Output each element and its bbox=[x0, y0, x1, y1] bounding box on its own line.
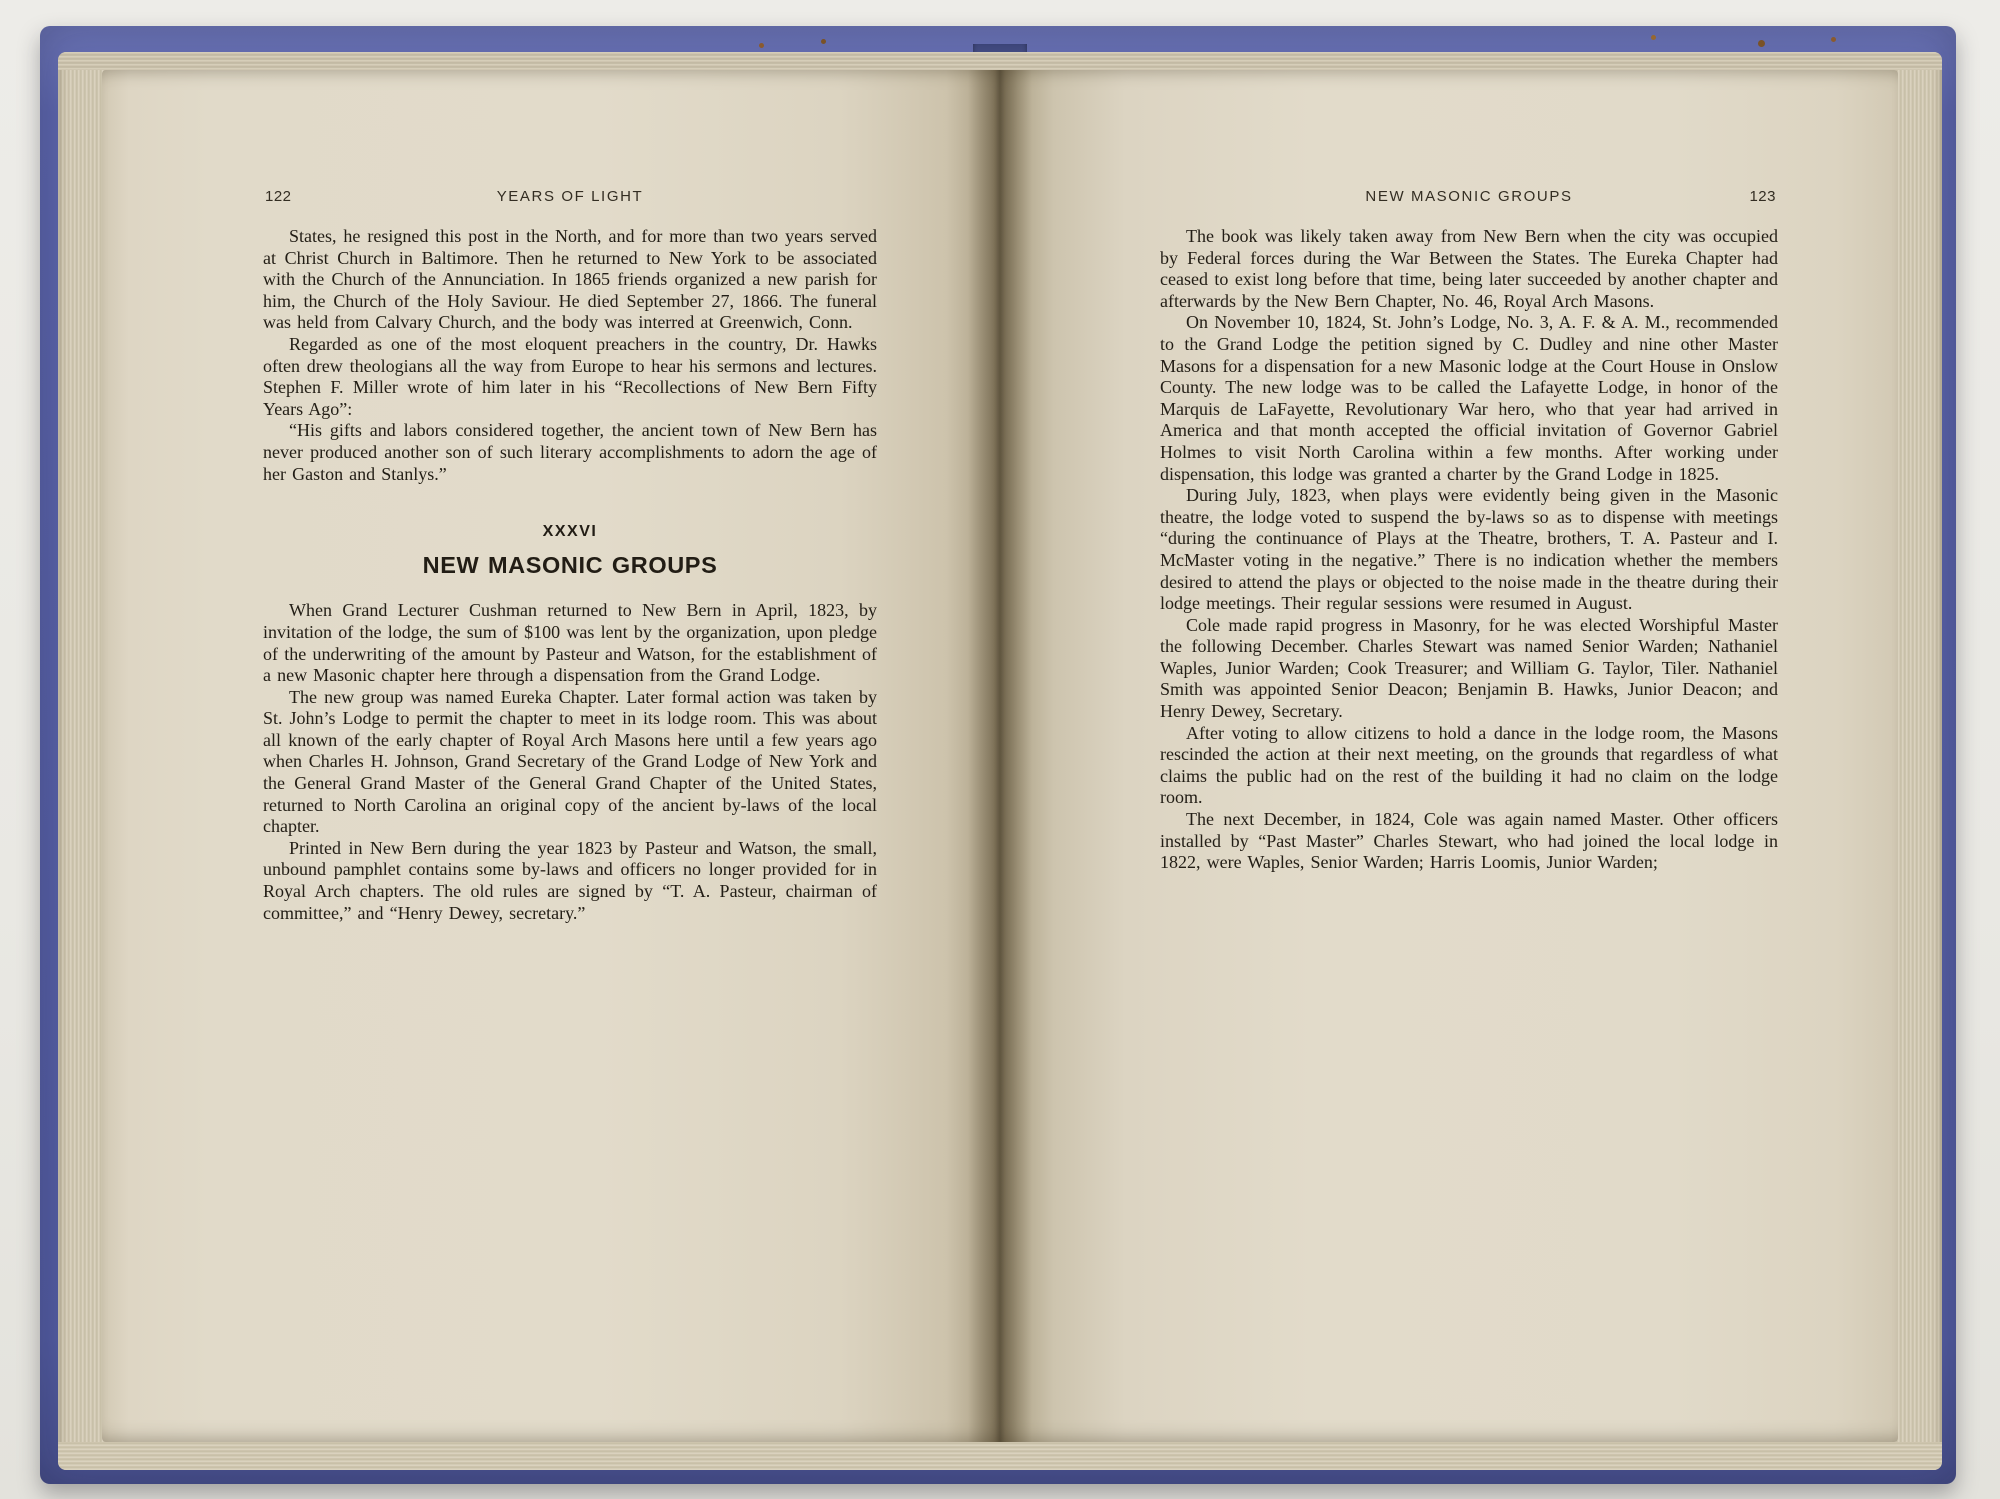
chapter-title: NEW MASONIC GROUPS bbox=[422, 551, 718, 578]
running-header: NEW MASONIC GROUPS bbox=[1365, 188, 1573, 205]
paragraph: After voting to allow citizens to hold a dance in the lodge room, the Masons rescinded the action at their next meeting, on the grounds that regardless of what claims the public had on the rest of the building it had no claim on the lodge room. bbox=[1160, 722, 1778, 808]
paragraph: The new group was named Eureka Chapter. Later formal action was taken by St. John’s Lodge to permit the chapter to meet in its lodge room. This was about all known of the early chapter of Royal Arch Masons here until a few years ago when Charles H. Johnson, Grand Secretary of the Grand Lodge of New York and the General Grand Master of the General Grand Chapter of the United States, returned to North Carolina an original copy of the ancient by-laws of the local chapter. bbox=[263, 686, 877, 837]
chapter-number: XXXVI bbox=[542, 523, 598, 541]
paragraph: Cole made rapid progress in Masonry, for he was elected Worshipful Master the following December. Charles Stewart was named Senior Warden; Nathaniel Waples, Junior Warden; Cook Treasurer; and William G. Taylor, Tiler. Nathaniel Smith was appointed Senior Deacon; Benjamin B. Hawks, Junior Deacon; and Henry Dewey, Secretary. bbox=[1160, 614, 1778, 722]
page-number: 123 bbox=[1749, 188, 1776, 205]
right-paragraphs bbox=[1160, 226, 1778, 874]
intro-paragraphs bbox=[263, 226, 877, 485]
right-page-text bbox=[1160, 226, 1778, 874]
cover-wear-speckles bbox=[0, 0, 3, 3]
left-page-text bbox=[263, 226, 877, 924]
running-header: YEARS OF LIGHT bbox=[496, 188, 644, 205]
paragraph: Printed in New Bern during the year 1823 by Pasteur and Watson, the small, unbound pamphlet contains some by-laws and officers no longer provided for in Royal Arch chapters. The old rules are signed by “T. A. Pasteur, chairman of committee,” and “Henry Dewey, secretary.” bbox=[263, 837, 877, 923]
chapter-heading bbox=[263, 521, 877, 576]
paragraph: On November 10, 1824, St. John’s Lodge, No. 3, A. F. & A. M., recommended to the Grand Lodge the petition signed by C. Dudley and nine other Master Masons for a dispensation for a new Masonic lodge at the Court House in Onslow County. The new lodge was to be called the Lafayette Lodge, in honor of the Marquis de LaFayette, Revolutionary War hero, who that year had arrived in America and that month accepted the official invitation of Governor Gabriel Holmes to visit North Carolina within a few months. After working under dispensation, this lodge was granted a charter by the Grand Lodge in 1825. bbox=[1160, 312, 1778, 484]
paragraph: During July, 1823, when plays were evidently being given in the Masonic theatre, the lodge voted to suspend the by-laws so as to dispense with meetings “during the continuance of Plays at the Theatre, brothers, T. A. Pasteur and I. McMaster voting in the negative.” There is no indication whether the members desired to attend the plays or objected to the noise made in the theatre during their lodge meetings. Their regular sessions were resumed in August. bbox=[1160, 485, 1778, 614]
paragraph: When Grand Lecturer Cushman returned to New Bern in April, 1823, by invitation of the lodge, the sum of $100 was lent by the organization, upon pledge of the underwriting of the amount by Pasteur and Watson, for the establishment of a new Masonic chapter here through a dispensation from the Grand Lodge. bbox=[263, 600, 877, 686]
paragraph: The next December, in 1824, Cole was again named Master. Other officers installed by “Past Master” Charles Stewart, who had joined the local lodge in 1822, were Waples, Senior Warden; Harris Loomis, Junior Warden; bbox=[1160, 809, 1778, 873]
paragraph: The book was likely taken away from New Bern when the city was occupied by Federal forces during the War Between the States. The Eureka Chapter had ceased to exist long before that time, being later succeeded by another chapter and afterwards by the New Bern Chapter, No. 46, Royal Arch Masons. bbox=[1160, 226, 1778, 311]
left-page bbox=[102, 70, 1000, 1442]
page-number: 122 bbox=[265, 188, 292, 205]
left-page-header bbox=[263, 188, 877, 210]
chapter-paragraphs bbox=[263, 600, 877, 924]
paragraph: “His gifts and labors considered together, the ancient town of New Bern has never produced another son of such literary accomplishments to adorn the age of her Gaston and Stanlys.” bbox=[263, 420, 877, 484]
right-page-header bbox=[1160, 188, 1778, 210]
paragraph: Regarded as one of the most eloquent preachers in the country, Dr. Hawks often drew theologians all the way from Europe to hear his sermons and lectures. Stephen F. Miller wrote of him later in his “Recollections of New Bern Fifty Years Ago”: bbox=[263, 333, 877, 419]
right-page bbox=[1000, 70, 1898, 1442]
paragraph: States, he resigned this post in the North, and for more than two years served at Christ Church in Baltimore. Then he returned to New York to be associated with the Church of the Annunciation. In 1865 friends organized a new parish for him, the Church of the Holy Saviour. He died September 27, 1866. The funeral was held from Calvary Church, and the body was interred at Greenwich, Conn. bbox=[263, 226, 877, 333]
